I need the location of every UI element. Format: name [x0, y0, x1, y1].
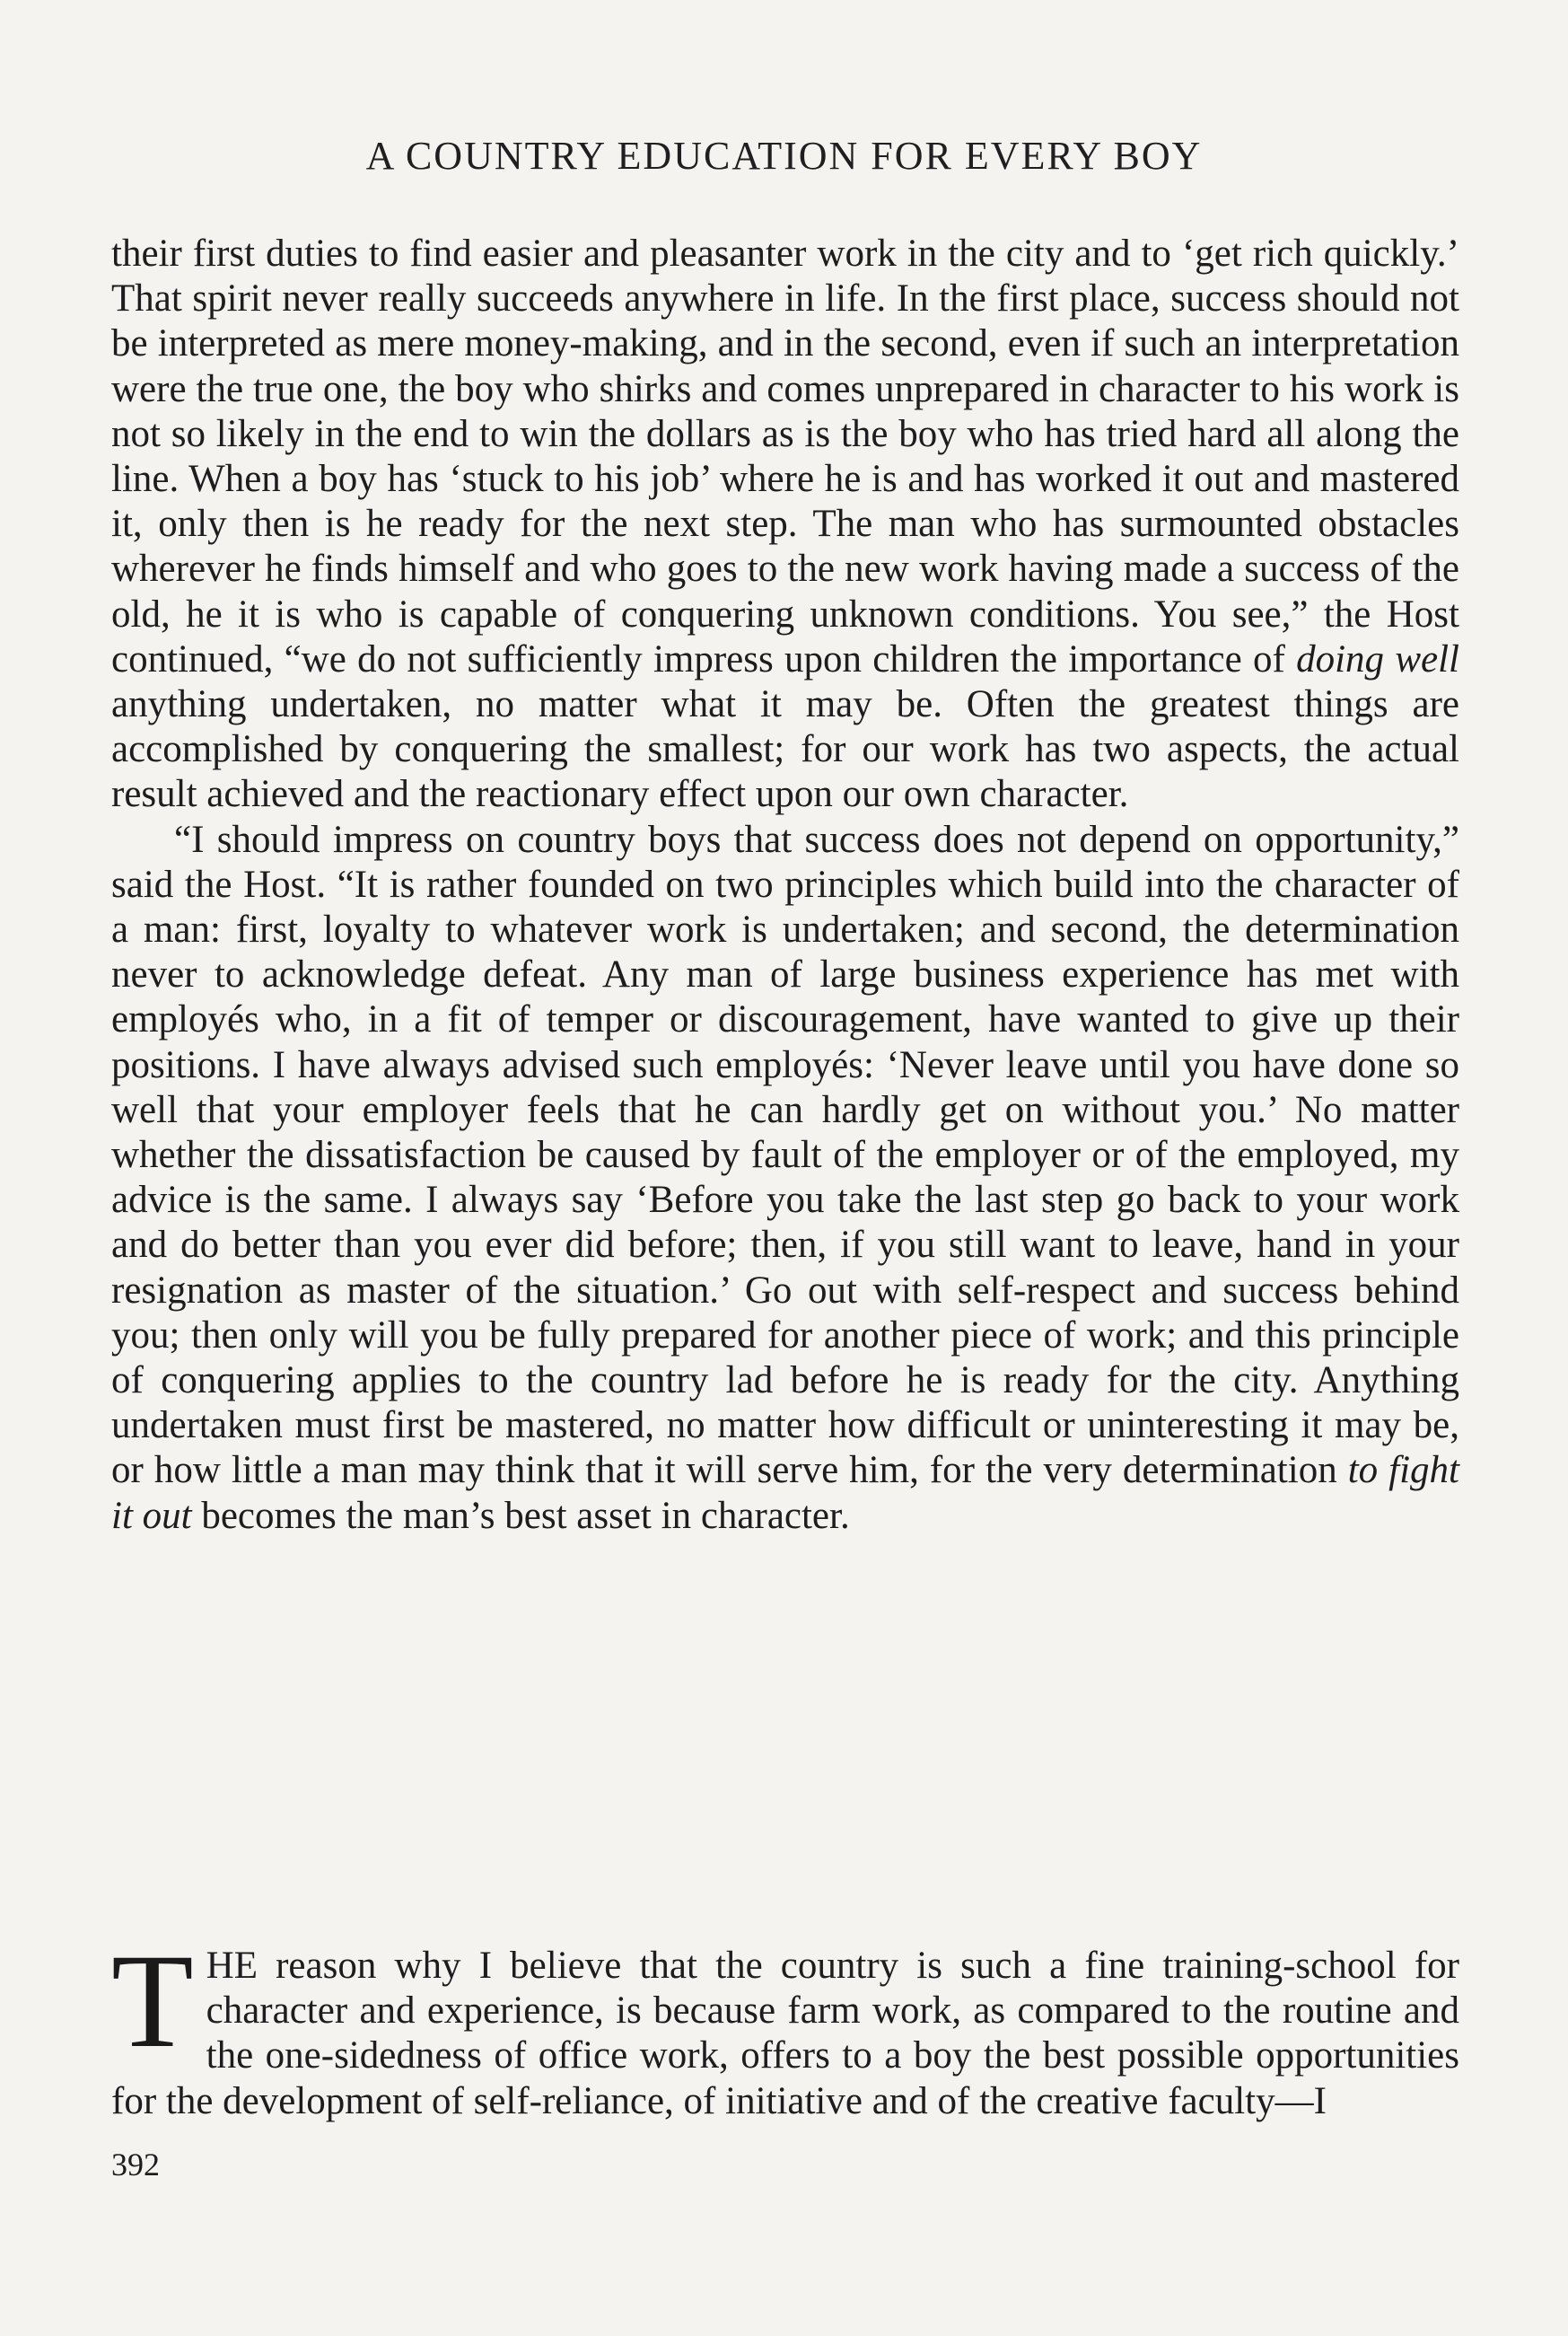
- paragraph-1: [111, 232, 1459, 818]
- page-number: 392: [111, 2147, 160, 2182]
- section-paragraph: [111, 1927, 1459, 2124]
- paragraph-1-text-b: anything undertaken, no matter what it may be. Often the greatest things are accomplished by conquering the smallest; for our work has two aspects, the actual result achieved and the reactionary effect upon our own character.: [111, 683, 1459, 816]
- paragraph-2: [111, 818, 1459, 1539]
- paragraph-1-italic: doing well: [1296, 637, 1459, 681]
- paragraph-2-italic: to fight it out: [111, 1449, 1459, 1537]
- drop-cap: T: [111, 1927, 194, 2076]
- section-paragraph-text: HE reason why I believe that the country is such a fine training-school for character and experience, is because farm work, as compared to the routine and the one-sidedness of office work, offers to a boy the best possible opportunities for the development of self-reliance, of initiative and of the creative faculty—I: [111, 1945, 1459, 2122]
- paragraph-2-text-b: becomes the man’s best asset in character.: [191, 1494, 850, 1537]
- running-head: A COUNTRY EDUCATION FOR EVERY BOY: [365, 134, 1203, 178]
- body-text: [111, 232, 1459, 1539]
- paragraph-2-text-a: “I should impress on country boys that success does not depend on opportunity,” said the Host. “It is rather founded on two principles which build into the character of a man: first, loyalty to whatever work is undertaken; and second, the determination never to acknowledge defeat. Any man of large business experience has met with employés who, in a fit of temper or discouragement, have wanted to give up their positions. I have always advised such employés: ‘Never leave until you have done so well that your employer feels that he can hardly get on without you.’ No matter whether the dissatisfaction be caused by fault of the employer or of the employed, my advice is the same. I always say ‘Before you take the last step go back to your work and do better than you ever did before; then, if you still want to leave, hand in your resignation as master of the situation.’ Go out with self-respect and success behind you; then only will you be fully prepared for another piece of work; and this principle of conquering applies to the country lad before he is ready for the city. Anything undertaken must first be mastered, no matter how difficult or uninteresting it may be, or how little a man may think that it will serve him, for the very determination: [111, 818, 1459, 1492]
- paragraph-1-text-a: their first duties to find easier and pleasanter work in the city and to ‘get rich quickly.’ That spirit never really succeeds anywhere in life. In the first place, success should not be interpreted as mere money-making, and in the second, even if such an interpretation were the true one, the boy who shirks and comes unprepared in character to his work is not so likely in the end to win the dollars as is the boy who has tried hard all along the line. When a boy has ‘stuck to his job’ where he is and has worked it out and mastered it, only then is he ready for the next step. The man who has surmounted obstacles wherever he finds himself and who goes to the new work having made a success of the old, he it is who is capable of conquering unknown conditions. You see,” the Host continued, “we do not sufficiently impress upon children the importance of: [111, 233, 1459, 681]
